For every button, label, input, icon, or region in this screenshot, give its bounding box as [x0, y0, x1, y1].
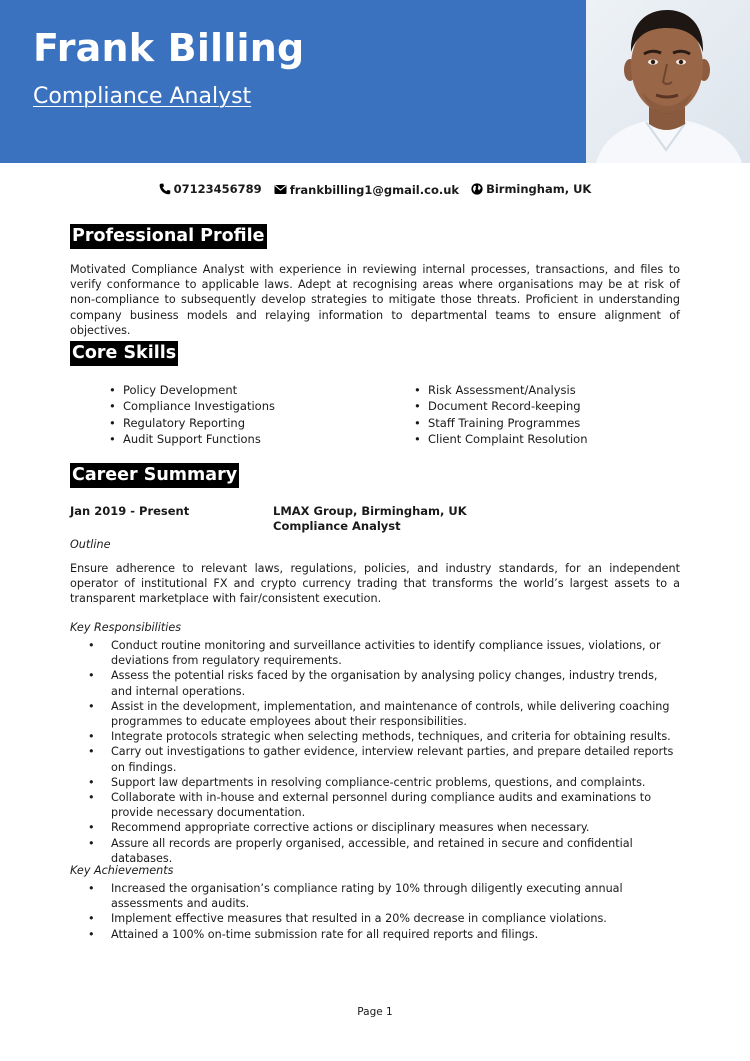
- list-item: • Increased the organisation’s compliance rating by 10% through diligently executing annual assessments and audits.: [70, 881, 682, 911]
- skill-item: • Policy Development: [109, 382, 275, 398]
- profile-photo: [586, 0, 750, 163]
- list-item: • Attained a 100% on-time submission rate for all required reports and filings.: [70, 927, 682, 942]
- job-outline: Ensure adherence to relevant laws, regulations, policies, and industry standards, for an independent operator of institutional FX and crypto currency trading that transforms the world’s largest assets to a transparent marketplace with fair/consistent execution.: [70, 562, 680, 606]
- phone-number: 07123456789: [173, 182, 262, 196]
- list-item: • Support law departments in resolving compliance-centric problems, questions, and complaints.: [70, 775, 682, 790]
- skill-item: • Compliance Investigations: [109, 398, 275, 414]
- responsibilities-list: [70, 638, 682, 866]
- list-item: • Conduct routine monitoring and surveillance activities to identify compliance issues, violations, or deviations from regulatory requirements.: [70, 638, 682, 668]
- list-item: • Assure all records are properly organised, accessible, and retained in secure and confidential databases.: [70, 836, 682, 866]
- skill-item: • Risk Assessment/Analysis: [414, 382, 588, 398]
- globe-icon: [471, 183, 483, 195]
- list-item: • Integrate protocols strategic when selecting methods, techniques, and criteria for obtaining results.: [70, 729, 682, 744]
- list-item: • Assist in the development, implementation, and maintenance of controls, while delivering coaching programmes to educate employees about their responsibilities.: [70, 699, 682, 729]
- location-text: Birmingham, UK: [486, 182, 592, 196]
- contact-location: [471, 182, 591, 196]
- list-item: • Implement effective measures that resulted in a 20% decrease in compliance violations.: [70, 911, 682, 926]
- skill-item: • Client Complaint Resolution: [414, 431, 588, 447]
- section-heading-profile: Professional Profile: [70, 224, 267, 249]
- job-role: Compliance Analyst: [273, 519, 401, 534]
- envelope-icon: [274, 184, 287, 195]
- achievements-list: [70, 881, 682, 942]
- job-employer: [273, 504, 467, 534]
- skill-item: • Regulatory Reporting: [109, 415, 275, 431]
- list-item: • Collaborate with in-house and external personnel during compliance audits and examinations to provide necessary documentation.: [70, 790, 682, 820]
- phone-icon: [159, 183, 171, 195]
- profile-text: Motivated Compliance Analyst with experience in reviewing internal processes, transactions, and files to verify conformance to applicable laws. Adept at recognising areas where organisations may be at risk of non-compliance to subsequently develop strategies to mitigate those threats. Proficient in understanding company business models and relaying information to departmental teams to ensure alignment of objectives.: [70, 263, 680, 337]
- list-item: • Recommend appropriate corrective actions or disciplinary measures when necessary.: [70, 820, 682, 835]
- section-heading-career: Career Summary: [70, 463, 239, 488]
- achievements-label: Key Achievements: [70, 864, 174, 877]
- page-number: Page 1: [357, 1006, 393, 1018]
- contact-bar: [0, 182, 750, 198]
- email-address: frankbilling1@gmail.co.uk: [289, 182, 460, 197]
- section-heading-skills: Core Skills: [70, 341, 178, 366]
- job-dates: Jan 2019 - Present: [70, 504, 190, 518]
- header-banner: [0, 0, 586, 163]
- contact-email[interactable]: [274, 183, 459, 197]
- contact-phone[interactable]: [159, 182, 262, 196]
- skill-item: • Staff Training Programmes: [414, 415, 588, 431]
- skill-item: • Audit Support Functions: [109, 431, 275, 447]
- outline-label: Outline: [70, 538, 111, 551]
- job-company: LMAX Group, Birmingham, UK: [273, 504, 467, 518]
- skill-item: • Document Record-keeping: [414, 398, 588, 414]
- skills-list-right: [414, 382, 588, 448]
- list-item: • Carry out investigations to gather evidence, interview relevant parties, and prepare detailed reports on findings.: [70, 744, 682, 774]
- candidate-name: Frank Billing: [33, 26, 305, 70]
- responsibilities-label: Key Responsibilities: [70, 621, 182, 634]
- list-item: • Assess the potential risks faced by the organisation by analysing policy changes, industry trends, and internal operations.: [70, 668, 682, 698]
- candidate-title: Compliance Analyst: [33, 84, 252, 109]
- skills-list-left: [109, 382, 275, 448]
